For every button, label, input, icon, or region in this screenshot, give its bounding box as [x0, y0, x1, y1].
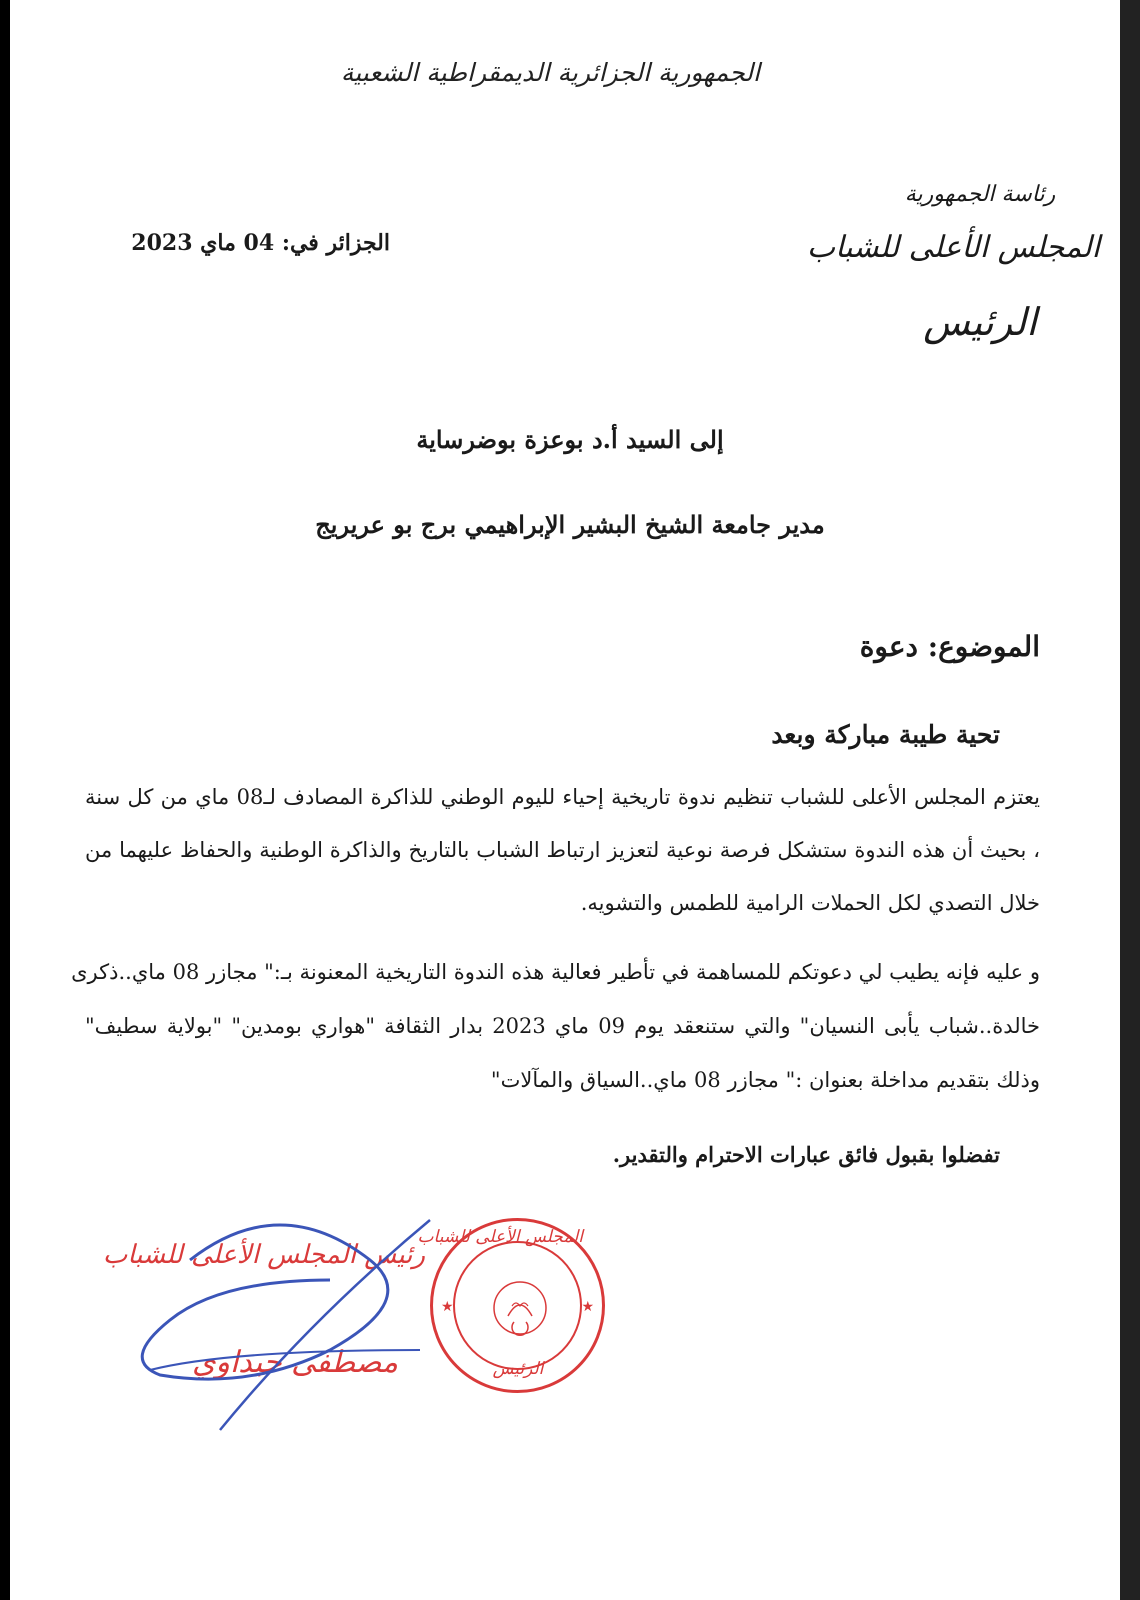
signatory-name: مصطفى حيداوي — [191, 1345, 399, 1380]
presidency-header: رئاسة الجمهورية — [904, 182, 1056, 207]
subject-line: الموضوع: دعوة — [859, 630, 1040, 663]
republic-header: الجمهورية الجزائرية الديمقراطية الشعبية — [340, 58, 760, 87]
addressee-name: إلى السيد أ.د بوعزة بوضرساية — [416, 425, 724, 454]
greeting-line: تحية طيبة مباركة وبعد — [771, 720, 1000, 749]
scan-edge-right — [1120, 0, 1140, 1600]
body-paragraph-2-line-3: وذلك بتقديم مداخلة بعنوان :" مجازر 08 ماي..السياق والمآلات" — [490, 1068, 1040, 1092]
stamp-bottom-text: الرئيس — [492, 1359, 544, 1379]
emblem-icon — [488, 1276, 553, 1341]
handwritten-signature-icon — [102, 1200, 450, 1440]
closing-line: تفضلوا بقبول فائق عبارات الاحترام والتقدير. — [612, 1142, 1000, 1167]
scan-edge-left — [0, 0, 10, 1600]
stamp-top-text: المجلس الأعلى للشباب — [417, 1227, 583, 1247]
date-line: الجزائر في: 04 ماي 2023 — [131, 230, 390, 256]
addressee-role: مدير جامعة الشيخ البشير الإبراهيمي برج بو عريريج — [315, 510, 825, 539]
signatory-title: رئيس المجلس الأعلى للشباب — [102, 1240, 425, 1270]
body-paragraph-1-line-3: خلال التصدي لكل الحملات الرامية للطمس والتشويه. — [580, 891, 1040, 915]
body-paragraph-2-line-2: خالدة..شباب يأبى النسيان" والتي ستنعقد يوم 09 ماي 2023 بدار الثقافة "هواري بومدين" "بولاية سطيف" — [85, 1014, 1040, 1038]
council-header: المجلس الأعلى للشباب — [806, 230, 1100, 265]
body-paragraph-2-line-1: و عليه فإنه يطيب لي دعوتكم للمساهمة في تأطير فعالية هذه الندوة التاريخية المعنونة بـ:" مجازر 08 ماي..ذكرى — [71, 960, 1040, 984]
stamp-star-icon: ★ — [441, 1299, 454, 1315]
official-stamp — [417, 1218, 605, 1393]
stamp-star-icon: ★ — [581, 1299, 594, 1315]
president-title: الرئيس — [923, 300, 1037, 344]
body-paragraph-1-line-1: يعتزم المجلس الأعلى للشباب تنظيم ندوة تاريخية إحياء لليوم الوطني للذاكرة المصادف لـ08 ماي من كل سنة — [85, 785, 1040, 809]
body-paragraph-1-line-2: ، بحيث أن هذه الندوة ستشكل فرصة نوعية لتعزيز ارتباط الشباب بالتاريخ والذاكرة الوطنية والحفاظ عليهما من — [85, 838, 1040, 862]
